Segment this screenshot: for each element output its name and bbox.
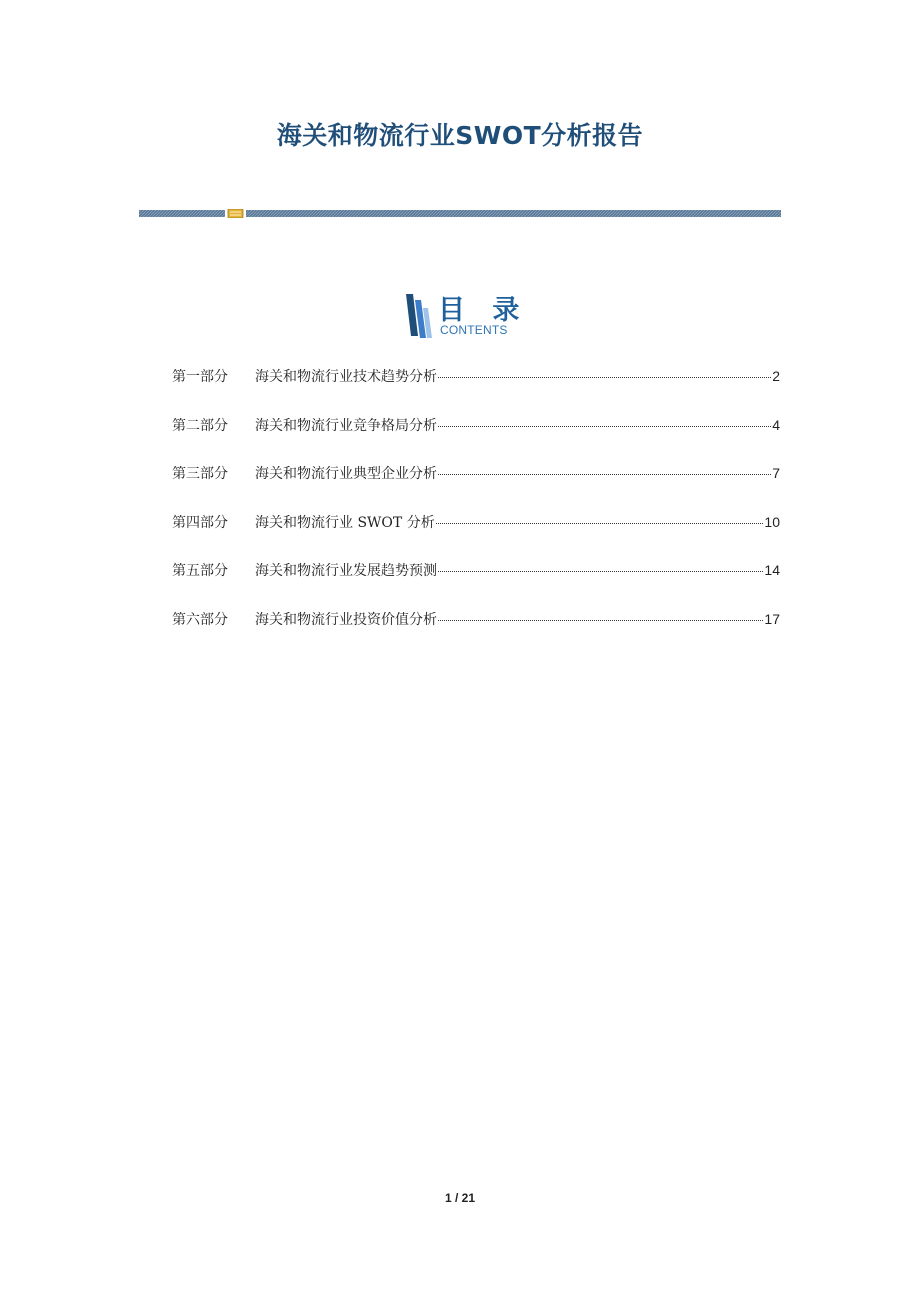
toc-entry-title: 海关和物流行业典型企业分析 xyxy=(255,466,437,482)
toc-entry[interactable] xyxy=(172,609,780,658)
toc-entry-part: 第四部分 xyxy=(172,514,228,531)
document-title: 海关和物流行业SWOT分析报告 xyxy=(276,121,644,150)
toc-entry-part: 第二部分 xyxy=(172,417,228,434)
toc-heading-chinese: 目 录 xyxy=(438,295,529,326)
toc-leader-dots xyxy=(436,522,764,524)
toc-leader-dots xyxy=(438,619,763,621)
toc-entry-title: 海关和物流行业技术趋势分析 xyxy=(255,369,437,385)
toc-entry-page: 14 xyxy=(764,562,780,578)
toc-entry-part: 第六部分 xyxy=(172,611,228,628)
toc-leader-dots xyxy=(438,473,771,475)
toc-entry-part: 第三部分 xyxy=(172,466,228,482)
toc-entry[interactable] xyxy=(172,415,780,464)
toc-heading xyxy=(404,292,534,340)
toc-entry-title: 海关和物流行业投资价值分析 xyxy=(255,611,437,628)
toc-entry-title: 海关和物流行业发展趋势预测 xyxy=(255,563,437,579)
toc-entry-page: 2 xyxy=(772,368,780,384)
toc-entry-title: 海关和物流行业竞争格局分析 xyxy=(255,417,437,434)
toc-entry-title: 海关和物流行业 SWOT 分析 xyxy=(255,514,435,531)
toc-entry-page: 7 xyxy=(772,465,780,481)
contents-emblem-icon xyxy=(404,294,432,338)
toc-entry[interactable] xyxy=(172,512,780,561)
toc-entry-part: 第五部分 xyxy=(172,563,228,579)
toc-heading-english: CONTENTS xyxy=(440,323,508,337)
toc-entry-page: 10 xyxy=(764,513,780,530)
page-indicator: 1 / 21 xyxy=(444,1191,476,1205)
toc-leader-dots xyxy=(438,425,771,427)
toc-entry-page: 4 xyxy=(772,416,780,433)
toc-leader-dots xyxy=(438,570,763,572)
toc-entry[interactable] xyxy=(172,560,780,609)
title-divider xyxy=(139,209,781,218)
toc-entry[interactable] xyxy=(172,366,780,415)
toc-leader-dots xyxy=(438,376,771,378)
toc-entry-page: 17 xyxy=(764,610,780,627)
toc-entry-part: 第一部分 xyxy=(172,369,228,385)
toc-entry[interactable] xyxy=(172,463,780,512)
table-of-contents xyxy=(172,366,780,657)
